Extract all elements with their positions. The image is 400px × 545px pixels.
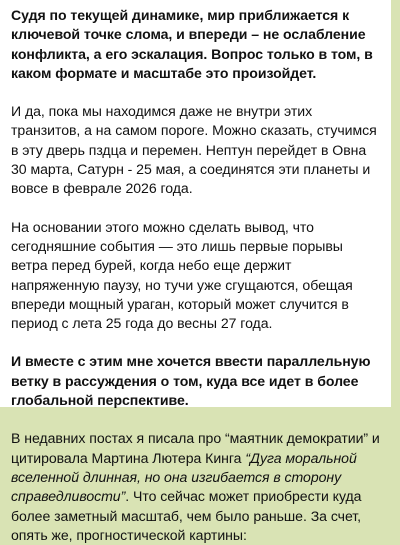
paragraph-5 <box>11 429 381 545</box>
king-quote: “Дуга моральной вселенной длинная, но она изгибается в сторону справедливости” <box>11 449 357 505</box>
paragraph-1: Судя по текущей динамике, мир приближается к ключевой точке слома, и впереди – не ослабление конфликта, а его эскалация. Вопрос только в том, в каком формате и масштабе это произойдет. <box>11 7 373 81</box>
paragraph-2: И да, пока мы находимся даже не внутри этих транзитов, а на самом пороге. Можно сказать, стучимся в эту дверь пздца и перемен. Нептун перейдет в Овна 30 марта, Сатурн - 25 мая, а соединятся эти планеты и вовсе в феврале 2026 года. <box>11 103 377 197</box>
paragraph-5-text-a: В недавних постах я писала про “маятник демократии” и цитировала Мартина Лютера Кинга <box>11 430 380 466</box>
paragraph-3: На основании этого можно сделать вывод, что сегодняшние события — это лишь первые порывы ветра перед бурей, когда небо еще держит напряженную паузу, но тучи уже сгущаются, обещая впереди мощный ураган, который может случится в период с лета 25 года до весны 27 года. <box>11 218 353 332</box>
paragraph-4: И вместе с этим мне хочется ввести параллельную ветку в рассуждения о том, куда все идет в более глобальной перспективе. <box>11 353 371 409</box>
paragraph-5-text-b: . Что сейчас может приобрести куда более заметный масштаб, чем было раньше. За счет, опять же, прогностической картины: <box>11 488 362 543</box>
